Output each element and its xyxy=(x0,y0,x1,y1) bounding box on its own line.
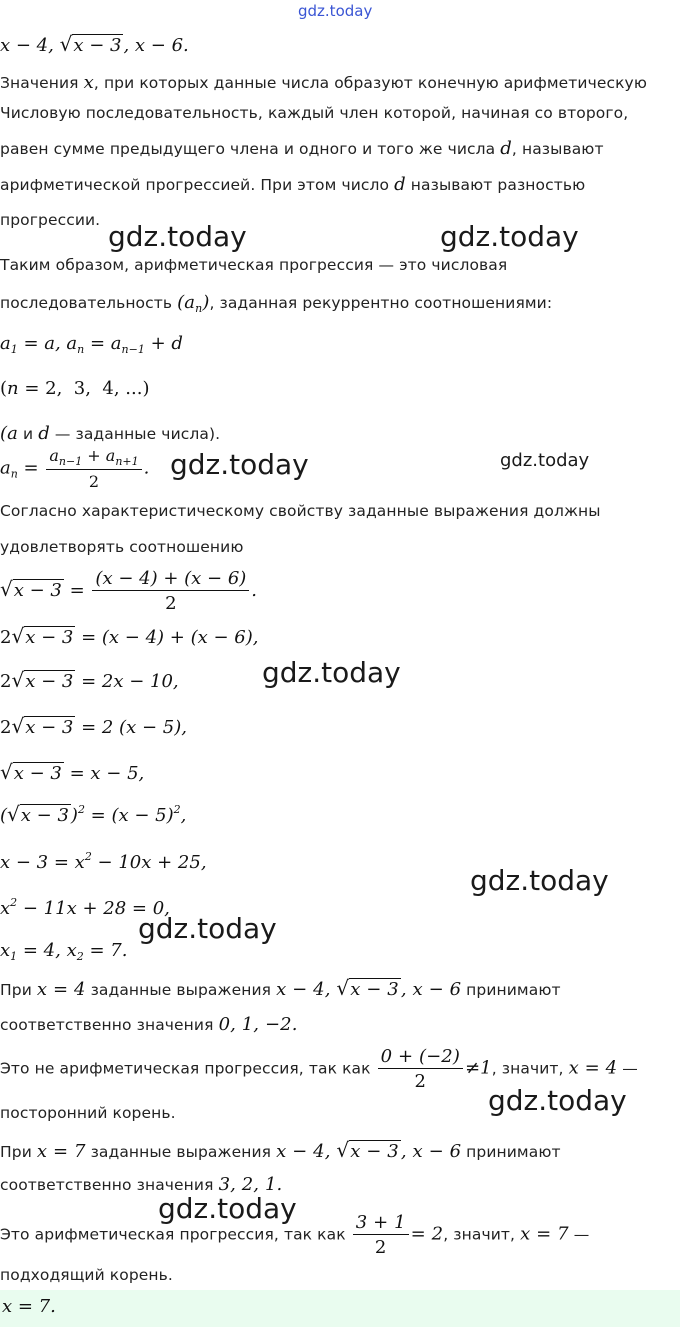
math-given-expressions: x − 4, √x − 3 , x − 6. xyxy=(0,32,189,56)
math-equation: $x_1 = 4$, $x_2 = 7$. xyxy=(0,940,128,963)
text-line: Числовую последовательность, каждый член которой, начиная со второго, xyxy=(0,104,629,122)
text-line: подходящий корень. xyxy=(0,1266,173,1284)
text-line: равен сумме предыдущего члена и одного и того же числа d, называют xyxy=(0,138,604,159)
math-equation: (√x − 3 )$^2 = (x - 5)^2$, xyxy=(0,802,187,826)
math-equation: 2√x − 3 = 2x − 10, xyxy=(0,668,179,692)
watermark: gdz.today xyxy=(440,220,579,253)
math-characteristic: $a_n$ = $\frac{a_{n-1} + a_{n+1}}{2}$ . xyxy=(0,446,150,491)
text-line: При x = 7 заданные выражения x − 4, √x − 3 , x − 6 принимают xyxy=(0,1138,561,1162)
math-equation: $x^2 - 11x + 28 = 0$, xyxy=(0,896,170,919)
text-line: последовательность $(a_n)$, заданная рекуррентно соотношениями: xyxy=(0,292,553,315)
watermark: gdz.today xyxy=(500,450,590,471)
text-line: Значения x, при которых данные числа образуют конечную арифметическую xyxy=(0,72,647,93)
text-line: удовлетворять соотношению xyxy=(0,538,244,556)
math-range: (n = 2, 3, 4, ...) xyxy=(0,378,150,399)
text-line: прогрессии. xyxy=(0,211,101,229)
text-line: посторонний корень. xyxy=(0,1104,176,1122)
text-line: Таким образом, арифметическая прогрессия — это числовая xyxy=(0,256,508,274)
text-line: Это арифметическая прогрессия, так как $\frac{3 + 1}{2}$ = 2, значит, x = 7 — xyxy=(0,1212,590,1258)
math-equation: 2√x − 3 = 2 (x − 5), xyxy=(0,714,187,738)
answer-box xyxy=(0,1290,680,1327)
math-recurrence: $a_1 = a$, $a_n = a_{n-1} + d$ xyxy=(0,333,183,356)
watermark: gdz.today xyxy=(470,864,609,897)
text-line: арифметической прогрессией. При этом число d называют разностью xyxy=(0,174,586,195)
math-equation: √x − 3 = x − 5, xyxy=(0,760,145,784)
watermark: gdz.today xyxy=(488,1084,627,1117)
watermark: gdz.today xyxy=(108,220,247,253)
answer-text: x = 7. xyxy=(2,1296,56,1317)
math-equation: $x - 3 = x^2 - 10x + 25$, xyxy=(0,850,207,873)
text-line: Согласно характеристическому свойству заданные выражения должны xyxy=(0,502,601,520)
text-line: соответственно значения 0, 1, −2. xyxy=(0,1014,298,1035)
math-equation: 2√x − 3 = (x − 4) + (x − 6), xyxy=(0,624,259,648)
text-line: соответственно значения 3, 2, 1. xyxy=(0,1174,283,1195)
text-line: Это не арифметическая прогрессия, так как $\frac{0 + (-2)}{2}$ ≠1, значит, x = 4 — xyxy=(0,1046,638,1092)
math-equation: √x − 3 = $\frac{(x - 4) + (x - 6)}{2}$ . xyxy=(0,568,258,614)
watermark: gdz.today xyxy=(158,1192,297,1225)
text-line: (a и d — заданные числа). xyxy=(0,423,221,444)
watermark-top: gdz.today xyxy=(298,2,373,20)
watermark: gdz.today xyxy=(138,912,277,945)
watermark: gdz.today xyxy=(170,448,309,481)
watermark: gdz.today xyxy=(262,656,401,689)
text-line: При x = 4 заданные выражения x − 4, √x − 3 , x − 6 принимают xyxy=(0,976,561,1000)
